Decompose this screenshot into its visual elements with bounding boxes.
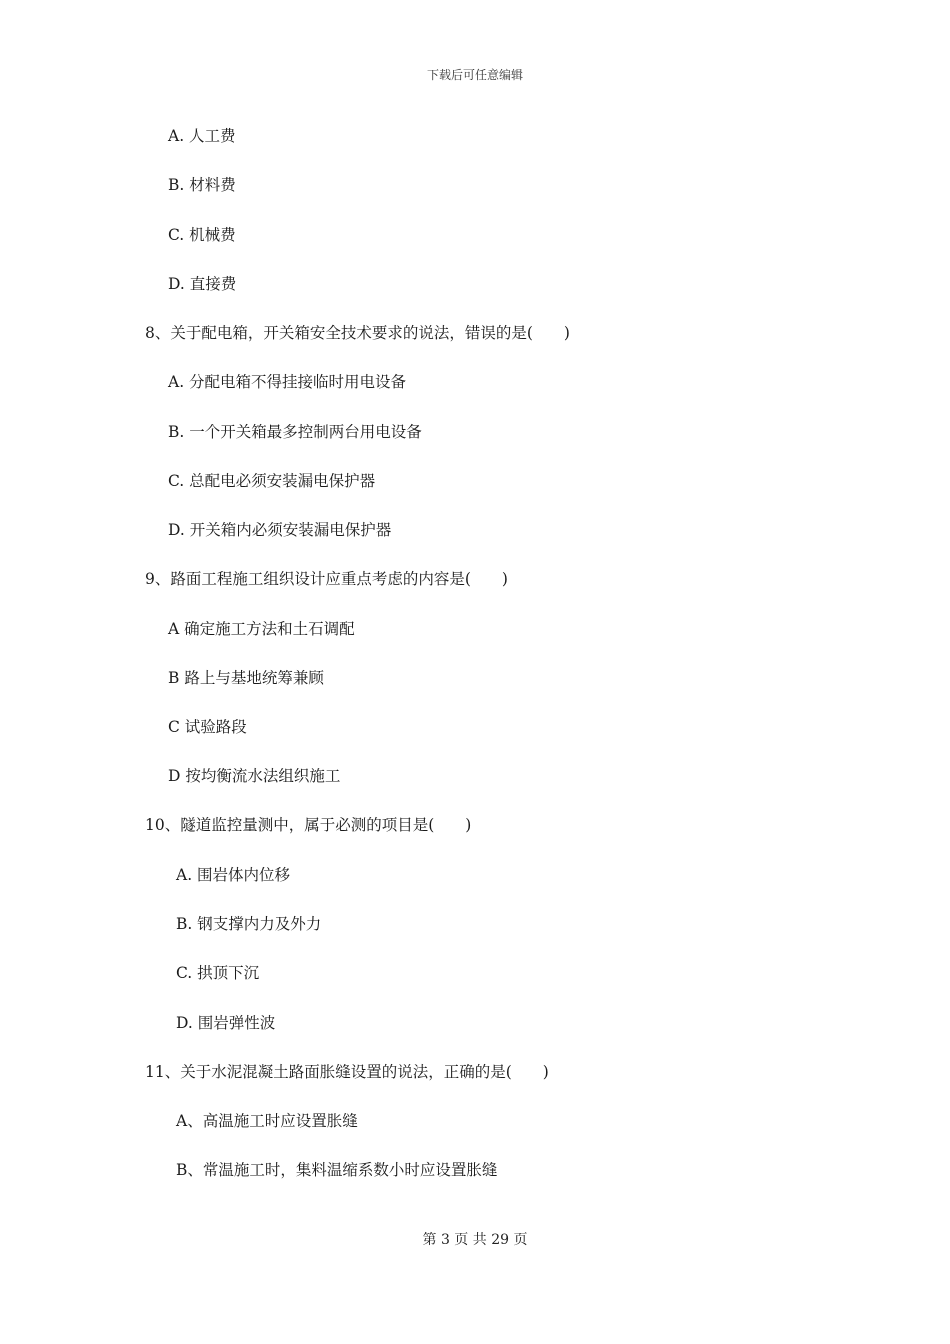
question-8-option-a: A. 分配电箱不得挂接临时用电设备	[168, 373, 407, 391]
question-10-option-a: A. 围岩体内位移	[176, 866, 291, 884]
question-9-option-c: C 试验路段	[168, 718, 247, 736]
option-b: B. 材料费	[168, 176, 236, 194]
page-header: 下载后可任意编辑	[426, 68, 523, 82]
question-8-option-d: D. 开关箱内必须安装漏电保护器	[168, 521, 392, 539]
question-9-option-b: B 路上与基地统筹兼顾	[168, 669, 324, 687]
question-8-option-b: B. 一个开关箱最多控制两台用电设备	[168, 423, 422, 441]
question-8: 8、关于配电箱，开关箱安全技术要求的说法，错误的是( )	[145, 324, 570, 342]
question-9-option-a: A 确定施工方法和土石调配	[168, 620, 355, 638]
question-11: 11、关于水泥混凝土路面胀缝设置的说法，正确的是( )	[145, 1063, 549, 1081]
question-11-option-b: B、常温施工时，集料温缩系数小时应设置胀缝	[176, 1161, 498, 1179]
question-10: 10、隧道监控量测中，属于必测的项目是( )	[145, 816, 472, 834]
option-c: C. 机械费	[168, 226, 236, 244]
option-d: D. 直接费	[168, 275, 237, 293]
question-10-option-d: D. 围岩弹性波	[176, 1014, 276, 1032]
question-10-option-b: B. 钢支撑内力及外力	[176, 915, 322, 933]
question-8-option-c: C. 总配电必须安装漏电保护器	[168, 472, 376, 490]
option-a: A. 人工费	[168, 127, 236, 145]
question-11-option-a: A、高温施工时应设置胀缝	[176, 1112, 358, 1130]
question-10-option-c: C. 拱顶下沉	[176, 964, 260, 982]
question-9: 9、路面工程施工组织设计应重点考虑的内容是( )	[145, 570, 508, 588]
page-footer: 第 3 页 共 29 页	[422, 1232, 528, 1248]
question-9-option-d: D 按均衡流水法组织施工	[168, 767, 341, 785]
